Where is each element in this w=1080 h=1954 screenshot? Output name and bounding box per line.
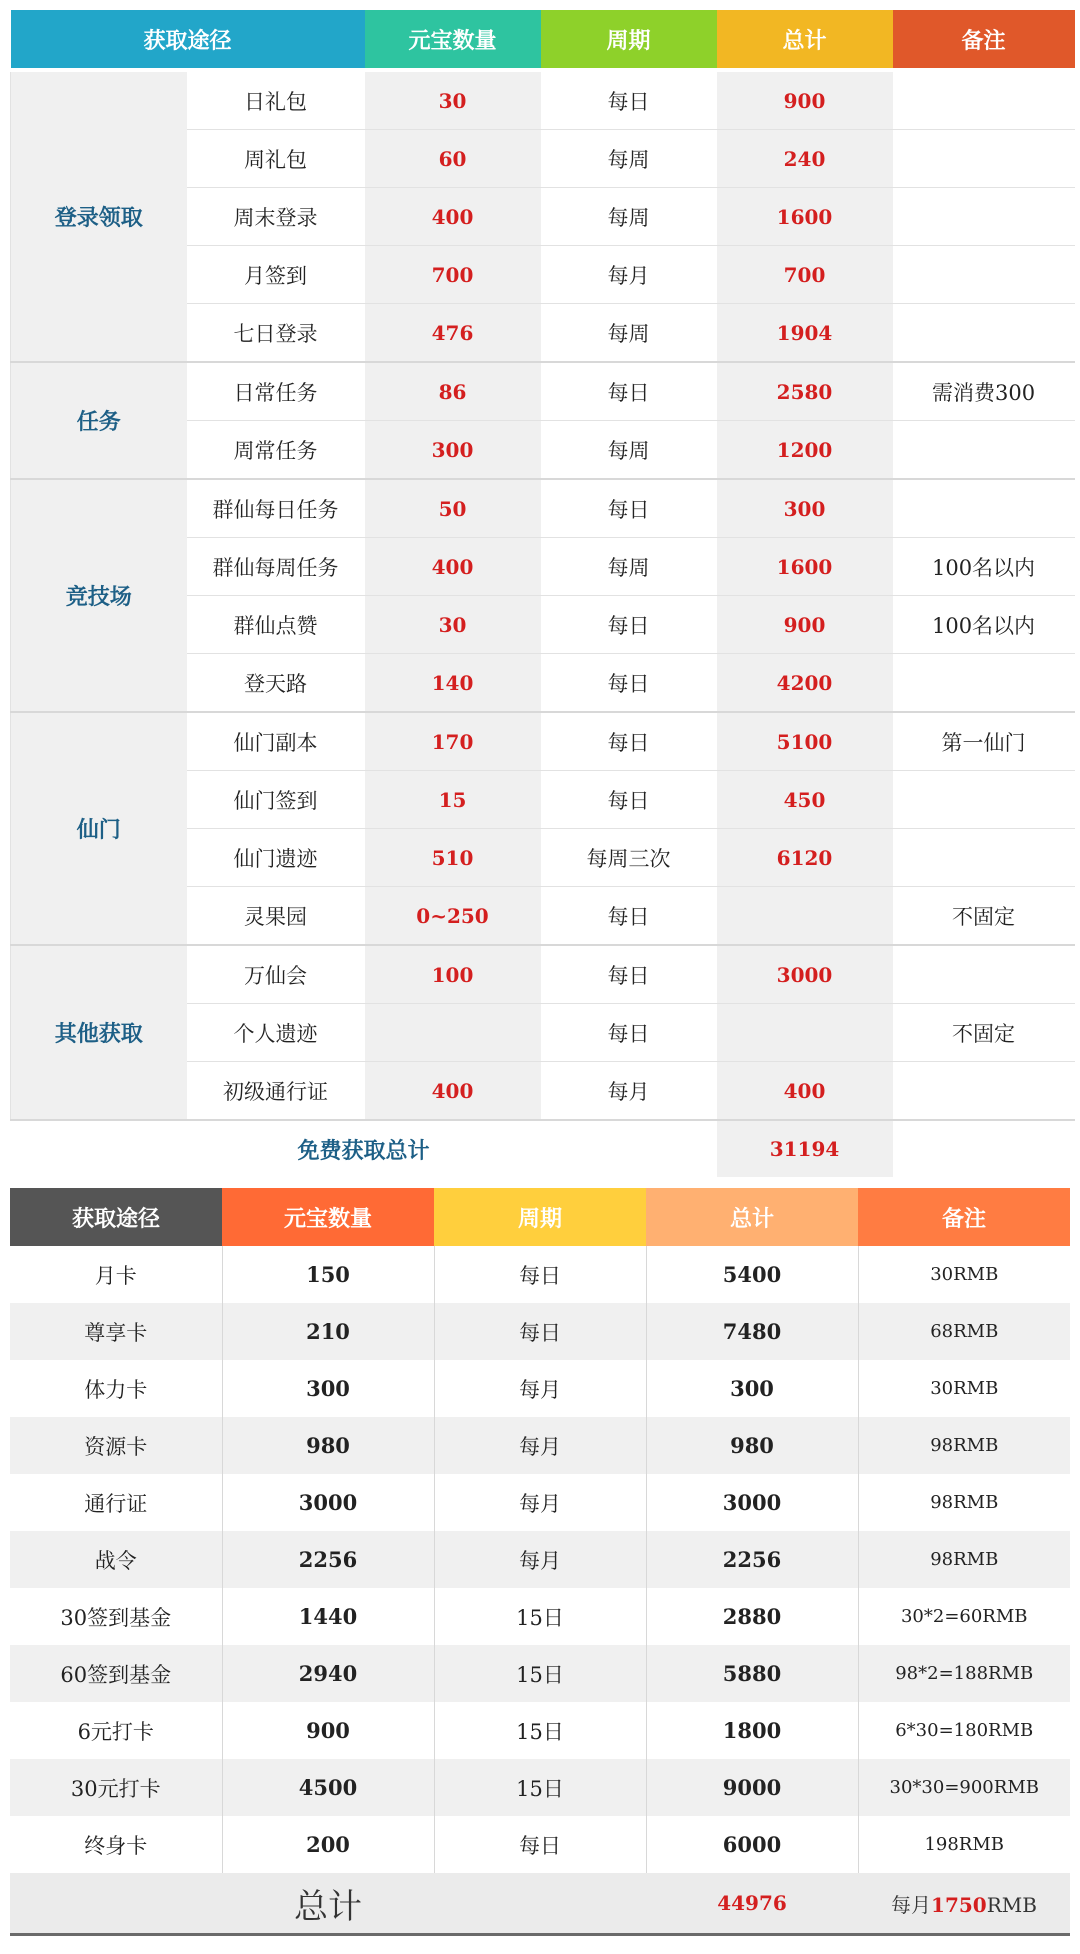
total-cell <box>717 887 893 946</box>
note-cell <box>893 1062 1075 1121</box>
table-row <box>10 1474 1070 1531</box>
header-period: 周期 <box>541 10 717 70</box>
table-row <box>10 1588 1070 1645</box>
header-route: 获取途径 <box>10 1188 222 1246</box>
total-cell: 1200 <box>717 421 893 480</box>
period-cell: 15日 <box>434 1588 646 1645</box>
group-label: 竞技场 <box>11 479 187 712</box>
free-total-note <box>893 1120 1075 1177</box>
amount-cell: 2940 <box>222 1645 434 1702</box>
paid-total-note <box>858 1873 1070 1935</box>
period-cell: 15日 <box>434 1702 646 1759</box>
item-cell: 60签到基金 <box>10 1645 222 1702</box>
amount-cell: 0~250 <box>365 887 541 946</box>
table-row <box>10 1816 1070 1873</box>
note-cell <box>893 479 1075 538</box>
amount-cell: 400 <box>365 1062 541 1121</box>
total-cell: 6000 <box>646 1816 858 1873</box>
header-period: 周期 <box>434 1188 646 1246</box>
total-cell: 9000 <box>646 1759 858 1816</box>
amount-cell: 1440 <box>222 1588 434 1645</box>
amount-cell: 3000 <box>222 1474 434 1531</box>
note-cell <box>893 70 1075 130</box>
period-cell: 每月 <box>434 1360 646 1417</box>
amount-cell: 200 <box>222 1816 434 1873</box>
item-cell: 战令 <box>10 1531 222 1588</box>
note-cell: 6*30=180RMB <box>895 1720 1034 1741</box>
free-total-label: 免费获取总计 <box>297 1137 430 1164</box>
period-cell: 每月 <box>434 1417 646 1474</box>
total-cell: 400 <box>717 1062 893 1121</box>
item-cell: 周常任务 <box>187 421 365 480</box>
item-cell: 月卡 <box>10 1246 222 1303</box>
total-cell: 7480 <box>646 1303 858 1360</box>
total-cell: 980 <box>646 1417 858 1474</box>
note-cell <box>893 829 1075 887</box>
item-cell: 仙门遗迹 <box>187 829 365 887</box>
table1-header-row <box>11 10 1075 70</box>
free-total-row <box>11 1120 1075 1177</box>
note-cell: 不固定 <box>893 1004 1075 1062</box>
note-cell: 100名以内 <box>893 596 1075 654</box>
item-cell: 初级通行证 <box>187 1062 365 1121</box>
item-cell: 6元打卡 <box>10 1702 222 1759</box>
amount-cell: 300 <box>365 421 541 480</box>
item-cell: 日常任务 <box>187 362 365 421</box>
total-cell: 700 <box>717 246 893 304</box>
total-cell: 2880 <box>646 1588 858 1645</box>
item-cell: 通行证 <box>10 1474 222 1531</box>
table-row <box>10 1360 1070 1417</box>
header-amount: 元宝数量 <box>365 10 541 70</box>
item-cell: 仙门副本 <box>187 712 365 771</box>
period-cell: 每周 <box>541 304 717 363</box>
item-cell: 仙门签到 <box>187 771 365 829</box>
amount-cell: 400 <box>365 188 541 246</box>
amount-cell: 170 <box>365 712 541 771</box>
total-cell: 2256 <box>646 1531 858 1588</box>
amount-cell: 15 <box>365 771 541 829</box>
note-cell <box>893 771 1075 829</box>
total-cell <box>717 1004 893 1062</box>
amount-cell: 60 <box>365 130 541 188</box>
note-cell <box>893 130 1075 188</box>
total-cell: 450 <box>717 771 893 829</box>
item-cell: 尊享卡 <box>10 1303 222 1360</box>
amount-cell: 400 <box>365 538 541 596</box>
amount-cell: 4500 <box>222 1759 434 1816</box>
amount-cell: 100 <box>365 945 541 1004</box>
note-cell: 30*30=900RMB <box>858 1759 1070 1816</box>
table-row <box>10 1645 1070 1702</box>
table2-header-row <box>10 1188 1070 1246</box>
table-row <box>10 1702 1070 1759</box>
amount-cell: 50 <box>365 479 541 538</box>
table-row <box>10 1303 1070 1360</box>
paid-sources-table <box>10 1188 1070 1936</box>
table-row <box>11 479 1075 538</box>
total-cell: 300 <box>646 1360 858 1417</box>
item-cell: 登天路 <box>187 654 365 713</box>
total-cell: 6120 <box>717 829 893 887</box>
note-cell: 100名以内 <box>893 538 1075 596</box>
total-cell: 1800 <box>646 1702 858 1759</box>
amount-cell: 980 <box>222 1417 434 1474</box>
period-cell: 每周 <box>541 130 717 188</box>
monthly-prefix: 每月 <box>891 1892 932 1917</box>
note-cell: 30*2=60RMB <box>900 1606 1028 1627</box>
total-cell: 4200 <box>717 654 893 713</box>
period-cell: 15日 <box>434 1645 646 1702</box>
note-cell <box>893 304 1075 363</box>
period-cell: 每日 <box>541 945 717 1004</box>
free-sources-table <box>10 10 1075 1177</box>
period-cell: 每日 <box>541 479 717 538</box>
item-cell: 个人遗迹 <box>187 1004 365 1062</box>
item-cell: 资源卡 <box>10 1417 222 1474</box>
period-cell: 每月 <box>541 1062 717 1121</box>
period-cell: 每日 <box>541 1004 717 1062</box>
note-cell: 不固定 <box>893 887 1075 946</box>
item-cell: 终身卡 <box>10 1816 222 1873</box>
total-cell: 240 <box>717 130 893 188</box>
note-cell: 30RMB <box>930 1378 999 1399</box>
amount-cell: 86 <box>365 362 541 421</box>
note-cell: 98*2=188RMB <box>858 1645 1070 1702</box>
monthly-suffix: RMB <box>986 1892 1037 1917</box>
amount-cell: 150 <box>222 1246 434 1303</box>
total-cell: 300 <box>717 479 893 538</box>
free-total-value: 31194 <box>717 1120 893 1177</box>
group-label: 其他获取 <box>11 945 187 1120</box>
period-cell: 每周三次 <box>541 829 717 887</box>
header-note: 备注 <box>893 10 1075 70</box>
item-cell: 万仙会 <box>187 945 365 1004</box>
period-cell: 每周 <box>541 188 717 246</box>
note-cell: 198RMB <box>924 1834 1005 1855</box>
item-cell: 灵果园 <box>187 887 365 946</box>
item-cell: 群仙点赞 <box>187 596 365 654</box>
item-cell: 群仙每周任务 <box>187 538 365 596</box>
period-cell: 每周 <box>541 538 717 596</box>
table-row <box>11 712 1075 771</box>
item-cell: 30签到基金 <box>10 1588 222 1645</box>
table-row <box>10 1759 1070 1816</box>
total-cell: 900 <box>717 596 893 654</box>
period-cell: 每日 <box>434 1816 646 1873</box>
amount-cell <box>365 1004 541 1062</box>
paid-total-row <box>10 1873 1070 1935</box>
total-cell: 2580 <box>717 362 893 421</box>
period-cell: 每月 <box>541 246 717 304</box>
group-label: 任务 <box>11 362 187 479</box>
note-cell: 98RMB <box>858 1417 1070 1474</box>
amount-cell: 210 <box>222 1303 434 1360</box>
period-cell: 每日 <box>541 362 717 421</box>
amount-cell: 510 <box>365 829 541 887</box>
period-cell: 每日 <box>434 1303 646 1360</box>
header-total: 总计 <box>717 10 893 70</box>
period-cell: 每日 <box>541 70 717 130</box>
total-cell: 5880 <box>646 1645 858 1702</box>
paid-total-value: 44976 <box>646 1873 858 1935</box>
period-cell: 每日 <box>434 1246 646 1303</box>
amount-cell: 2256 <box>222 1531 434 1588</box>
item-cell: 月签到 <box>187 246 365 304</box>
period-cell: 每日 <box>541 712 717 771</box>
period-cell: 每日 <box>541 596 717 654</box>
total-cell: 3000 <box>646 1474 858 1531</box>
note-cell <box>893 945 1075 1004</box>
note-cell <box>893 188 1075 246</box>
amount-cell: 30 <box>365 70 541 130</box>
amount-cell: 700 <box>365 246 541 304</box>
amount-cell: 476 <box>365 304 541 363</box>
table-row <box>10 1417 1070 1474</box>
total-cell: 5400 <box>646 1246 858 1303</box>
note-cell <box>893 246 1075 304</box>
table-row <box>11 70 1075 130</box>
item-cell: 日礼包 <box>187 70 365 130</box>
group-label: 仙门 <box>11 712 187 945</box>
total-cell: 3000 <box>717 945 893 1004</box>
amount-cell: 900 <box>222 1702 434 1759</box>
total-cell: 5100 <box>717 712 893 771</box>
total-cell: 1904 <box>717 304 893 363</box>
period-cell: 15日 <box>434 1759 646 1816</box>
header-route: 获取途径 <box>11 10 365 70</box>
item-cell: 周末登录 <box>187 188 365 246</box>
period-cell: 每周 <box>541 421 717 480</box>
item-cell: 周礼包 <box>187 130 365 188</box>
item-cell: 30元打卡 <box>10 1759 222 1816</box>
note-cell: 30RMB <box>930 1264 999 1285</box>
header-total: 总计 <box>646 1188 858 1246</box>
table-row <box>11 945 1075 1004</box>
amount-cell: 300 <box>222 1360 434 1417</box>
item-cell: 七日登录 <box>187 304 365 363</box>
monthly-value: 1750 <box>931 1892 987 1917</box>
note-cell: 第一仙门 <box>893 712 1075 771</box>
item-cell: 体力卡 <box>10 1360 222 1417</box>
amount-cell: 30 <box>365 596 541 654</box>
total-cell: 1600 <box>717 188 893 246</box>
note-cell <box>893 654 1075 713</box>
period-cell: 每月 <box>434 1474 646 1531</box>
note-cell: 需消费300 <box>893 362 1075 421</box>
note-cell <box>893 421 1075 480</box>
table-row <box>10 1531 1070 1588</box>
group-label: 登录领取 <box>11 70 187 362</box>
note-cell: 68RMB <box>858 1303 1070 1360</box>
note-cell: 98RMB <box>930 1492 999 1513</box>
table-row <box>10 1246 1070 1303</box>
header-note: 备注 <box>858 1188 1070 1246</box>
period-cell: 每日 <box>541 887 717 946</box>
total-cell: 900 <box>717 70 893 130</box>
table-row <box>11 362 1075 421</box>
note-cell: 98RMB <box>858 1531 1070 1588</box>
item-cell: 群仙每日任务 <box>187 479 365 538</box>
period-cell: 每日 <box>541 654 717 713</box>
paid-total-label: 总计 <box>10 1873 646 1935</box>
period-cell: 每月 <box>434 1531 646 1588</box>
amount-cell: 140 <box>365 654 541 713</box>
header-amount: 元宝数量 <box>222 1188 434 1246</box>
total-cell: 1600 <box>717 538 893 596</box>
period-cell: 每日 <box>541 771 717 829</box>
